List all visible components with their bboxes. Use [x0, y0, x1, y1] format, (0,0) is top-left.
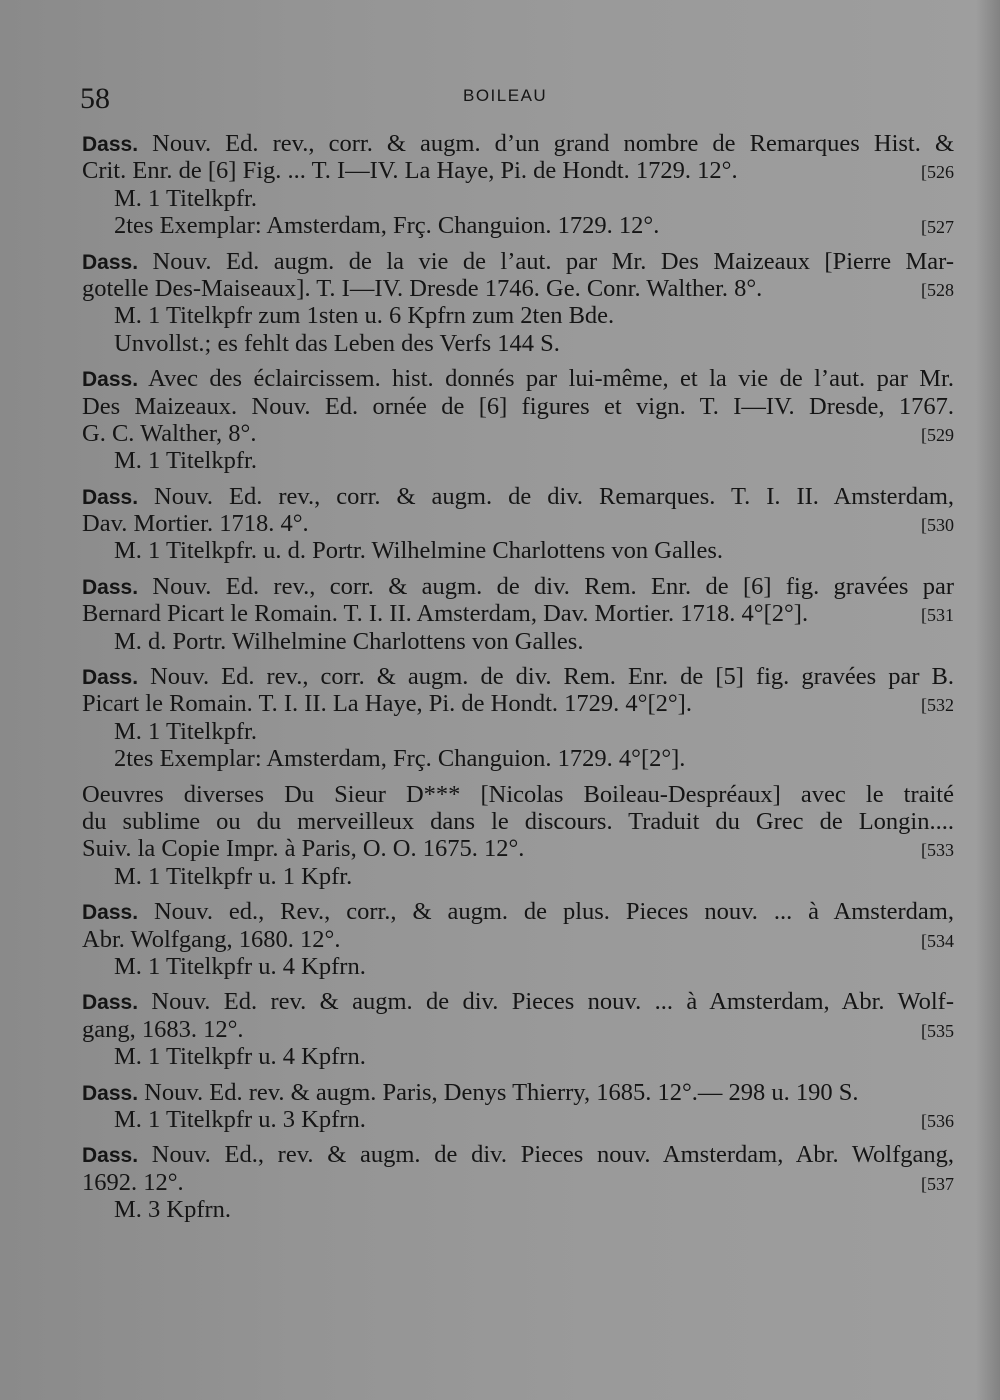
entry-lead: Dass. — [82, 991, 139, 1015]
entry-text: Nouv. Ed., rev. & augm. de div. Pieces nouv. Amsterdam, Abr. Wolfgang, — [151, 1141, 954, 1169]
entry-line — [82, 420, 954, 447]
entry-line — [82, 248, 954, 275]
entry-note-text: M. 1 Titelkpfr u. 4 Kpfrn. — [114, 952, 366, 980]
entry-text: Nouv. Ed. rev., corr. & augm. de div. Rem. Enr. de [5] fig. gravées par B. — [150, 663, 954, 691]
entry-lead: Dass. — [82, 250, 139, 274]
entry-lead: Dass. — [82, 133, 139, 156]
entry-number: [532 — [921, 695, 954, 716]
entry-number: [535 — [921, 1020, 954, 1041]
entry-lead: Dass. — [82, 666, 139, 690]
entry-lead: Dass. — [82, 1081, 139, 1105]
entry-line — [82, 130, 954, 157]
entry-note — [82, 447, 954, 474]
entry-line — [82, 781, 954, 808]
bibliography-entries — [82, 130, 954, 1231]
entry-lead: Dass. — [82, 1144, 139, 1168]
entry-note — [82, 953, 954, 980]
entry-note-text: M. 1 Titelkpfr u. 1 Kpfr. — [114, 862, 353, 890]
entry-note — [82, 302, 954, 329]
entry-line-text — [82, 248, 954, 275]
bibliography-entry — [82, 898, 954, 980]
entry-number: [529 — [921, 424, 954, 445]
entry-line-text — [82, 898, 954, 925]
entry-number: [537 — [921, 1173, 954, 1194]
entry-note — [82, 718, 954, 745]
bibliography-entry — [82, 1141, 954, 1223]
bibliography-entry — [82, 573, 954, 655]
entry-line-text — [82, 393, 954, 420]
entry-note — [82, 1106, 954, 1133]
entry-line — [82, 808, 954, 835]
entry-number: [531 — [921, 605, 954, 626]
entry-note-text: M. 1 Titelkpfr. — [114, 717, 257, 745]
entry-line-text — [82, 988, 954, 1015]
entry-line — [82, 573, 954, 600]
entry-note-text: M. 1 Titelkpfr u. 4 Kpfrn. — [114, 1043, 366, 1071]
entry-note — [82, 1043, 954, 1070]
entry-line — [82, 483, 954, 510]
entry-line-text — [82, 663, 954, 690]
entry-note — [82, 745, 954, 772]
entry-lead: Dass. — [82, 575, 139, 599]
entry-line — [82, 926, 954, 953]
entry-note — [82, 330, 954, 357]
entry-note-text: M. 1 Titelkpfr zum 1sten u. 6 Kpfrn zum 2ten Bde. — [114, 302, 615, 330]
entry-line-text — [82, 420, 906, 447]
entry-line-text — [82, 130, 954, 157]
entry-text: gang, 1683. 12°. — [82, 1015, 244, 1043]
entry-number: [530 — [921, 515, 954, 536]
entry-text: Nouv. Ed. rev., corr. & augm. d’un grand nombre de Remarques Hist. & — [152, 130, 954, 157]
entry-note-text: 2tes Exemplar: Amsterdam, Frç. Changuion. 1729. 4°[2°]. — [114, 745, 686, 773]
entry-line — [82, 1141, 954, 1168]
page-gutter-shadow — [976, 0, 1000, 1400]
entry-line-text — [82, 510, 906, 537]
entry-note — [82, 537, 954, 564]
entry-note-text: M. 1 Titelkpfr. — [114, 447, 257, 475]
entry-text: Crit. Enr. de [6] Fig. ... T. I—IV. La Haye, Pi. de Hondt. 1729. 12°. — [82, 157, 738, 185]
entry-note-text: M. d. Portr. Wilhelmine Charlottens von Galles. — [114, 627, 584, 655]
entry-text: Nouv. ed., Rev., corr., & augm. de plus. Pieces nouv. ... à Amsterdam, — [153, 898, 954, 926]
entry-note — [82, 185, 954, 212]
bibliography-entry — [82, 663, 954, 773]
entry-text: Nouv. Ed. rev., corr. & augm. de div. Remarques. T. I. II. Amsterdam, — [154, 482, 954, 510]
entry-lead: Dass. — [82, 368, 139, 392]
entry-number: [534 — [921, 930, 954, 951]
entry-line — [82, 365, 954, 392]
entry-line — [82, 510, 954, 537]
entry-line-text — [82, 926, 906, 953]
entry-line-text — [82, 1016, 906, 1043]
entry-line-text — [82, 1079, 954, 1106]
entry-note-text: M. 1 Titelkpfr. — [114, 184, 257, 212]
entry-number: [533 — [921, 840, 954, 861]
entry-line-text — [82, 157, 906, 184]
entry-text: Avec des éclaircissem. hist. donnés par lui-même, et la vie de l’aut. par Mr. — [148, 365, 954, 393]
bibliography-entry — [82, 130, 954, 240]
entry-text: Picart le Romain. T. I. II. La Haye, Pi. de Hondt. 1729. 4°[2°]. — [82, 690, 692, 718]
entry-text: du sublime ou du merveilleux dans le discours. Traduit du Grec de Longin.... — [82, 807, 954, 835]
entry-text: Bernard Picart le Romain. T. I. II. Amsterdam, Dav. Mortier. 1718. 4°[2°]. — [82, 600, 809, 628]
entry-lead: Dass. — [82, 901, 139, 925]
bibliography-entry — [82, 365, 954, 475]
entry-line — [82, 1079, 954, 1106]
bibliography-entry — [82, 483, 954, 565]
entry-line — [82, 600, 954, 627]
entry-text: Nouv. Ed. augm. de la vie de l’aut. par Mr. Des Maizeaux [Pierre Mar- — [152, 247, 954, 275]
entry-text: Oeuvres diverses Du Sieur D*** [Nicolas Boileau-Despréaux] avec le traité — [82, 780, 954, 808]
entry-line-text — [82, 690, 906, 717]
bibliography-entry — [82, 248, 954, 358]
bibliography-entry — [82, 1079, 954, 1134]
bibliography-entry — [82, 781, 954, 891]
entry-number: [528 — [921, 279, 954, 300]
entry-text: gotelle Des-Maiseaux]. T. I—IV. Dresde 1746. Ge. Conr. Walther. 8°. — [82, 274, 763, 302]
entry-line-text — [82, 781, 954, 808]
entry-number: [527 — [921, 217, 954, 238]
entry-line-text — [82, 808, 954, 835]
entry-number: [536 — [921, 1110, 954, 1131]
entry-number: [526 — [921, 162, 954, 183]
entry-text: Nouv. Ed. rev. & augm. de div. Pieces nouv. ... à Amsterdam, Abr. Wolf- — [151, 988, 954, 1016]
entry-text: G. C. Walther, 8°. — [82, 419, 257, 447]
entry-text: Nouv. Ed. rev. & augm. Paris, Denys Thierry, 1685. 12°.— 298 u. 190 S. — [144, 1078, 859, 1106]
bibliography-entry — [82, 988, 954, 1070]
entry-line-text — [82, 1169, 906, 1196]
entry-line — [82, 393, 954, 420]
entry-line-text — [82, 275, 906, 302]
entry-note-text: 2tes Exemplar: Amsterdam, Frç. Changuion. 1729. 12°. — [114, 212, 660, 240]
entry-line-text — [82, 365, 954, 392]
entry-line — [82, 835, 954, 862]
entry-line-text — [82, 573, 954, 600]
entry-line-text — [82, 1141, 954, 1168]
entry-line — [82, 663, 954, 690]
entry-text: Suiv. la Copie Impr. à Paris, O. O. 1675. 12°. — [82, 835, 525, 863]
entry-line — [82, 1016, 954, 1043]
entry-line-text — [82, 600, 906, 627]
entry-note-text: M. 1 Titelkpfr. u. d. Portr. Wilhelmine Charlottens von Galles. — [114, 537, 724, 565]
entry-line — [82, 157, 954, 184]
entry-line — [82, 1169, 954, 1196]
entry-note — [82, 863, 954, 890]
entry-note — [82, 212, 954, 239]
entry-line — [82, 690, 954, 717]
entry-text: Abr. Wolfgang, 1680. 12°. — [82, 925, 341, 953]
entry-note — [82, 1196, 954, 1223]
entry-lead: Dass. — [82, 485, 139, 509]
entry-text: Nouv. Ed. rev., corr. & augm. de div. Rem. Enr. de [6] fig. gravées par — [152, 572, 954, 600]
entry-text: Des Maizeaux. Nouv. Ed. ornée de [6] figures et vign. T. I—IV. Dresde, 1767. — [82, 392, 954, 420]
entry-text: 1692. 12°. — [82, 1168, 184, 1196]
entry-text: Dav. Mortier. 1718. 4°. — [82, 510, 309, 538]
page-number: 58 — [80, 82, 110, 115]
entry-note-text: M. 3 Kpfrn. — [114, 1196, 232, 1224]
running-head: BOILEAU — [463, 86, 548, 105]
entry-note — [82, 628, 954, 655]
entry-line-text — [82, 835, 906, 862]
entry-line — [82, 898, 954, 925]
entry-note-text: M. 1 Titelkpfr u. 3 Kpfrn. — [114, 1105, 366, 1133]
entry-note-text: Unvollst.; es fehlt das Leben des Verfs 144 S. — [114, 329, 560, 357]
entry-line — [82, 275, 954, 302]
entry-line-text — [82, 483, 954, 510]
entry-line — [82, 988, 954, 1015]
